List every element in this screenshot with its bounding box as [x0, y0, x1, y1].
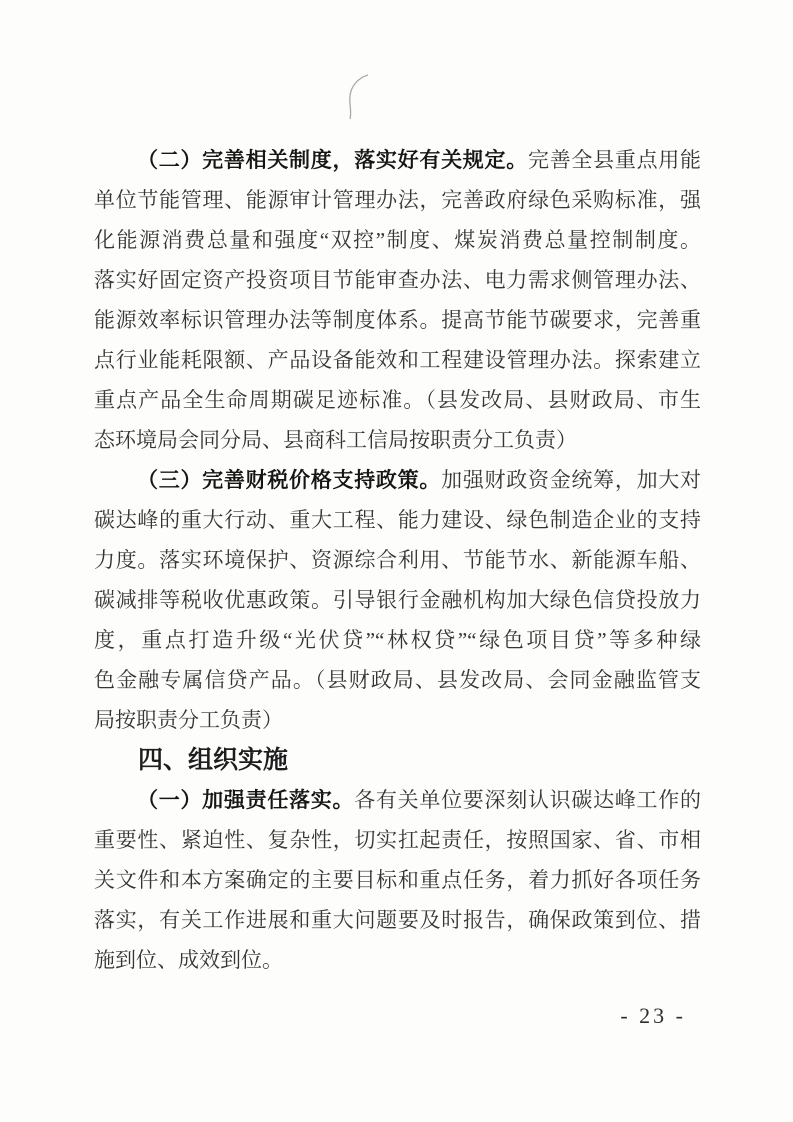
chapter-heading: 四、组织实施 — [138, 746, 289, 774]
text-line: 施到位、成效到位。 — [94, 948, 283, 972]
text-line: 态环境局会同分局、县商科工信局按职责分工负责） — [94, 428, 577, 452]
text-line: 重要性、紧迫性、复杂性，切实扛起责任，按照国家、省、市相 — [94, 828, 701, 852]
text-line: 色金融专属信贷产品。（县财政局、县发改局、会同金融监管支 — [94, 668, 701, 692]
text-line — [94, 780, 701, 820]
text-line: 碳减排等税收优惠政策。引导银行金融机构加大绿色信贷投放力 — [94, 588, 701, 612]
text-line: 化能源消费总量和强度“双控”制度、煤炭消费总量控制制度。 — [94, 228, 701, 252]
section-1-lead: （一）加强责任落实。 — [137, 788, 355, 812]
text-line — [94, 460, 701, 500]
section-1-text: 各有关单位要深刻认识碳达峰工作的 — [354, 788, 702, 812]
text-line: 点行业能耗限额、产品设备能效和工程建设管理办法。探索建立 — [94, 348, 701, 372]
section-3-text: 加强财政资金统筹，加大对 — [441, 468, 702, 492]
section-2-lead: （二）完善相关制度，落实好有关规定。 — [137, 148, 528, 172]
text-line: 能源效率标识管理办法等制度体系。提高节能节碳要求，完善重 — [94, 308, 701, 332]
text-line: 局按职责分工负责） — [94, 708, 283, 732]
document-body — [94, 140, 701, 980]
scan-artifact-mark — [344, 72, 370, 122]
text-line: 落实，有关工作进展和重大问题要及时报告，确保政策到位、措 — [94, 908, 701, 932]
text-line: 重点产品全生命周期碳足迹标准。（县发改局、县财政局、市生 — [94, 388, 701, 412]
text-line: 度，重点打造升级“光伏贷”“林权贷”“绿色项目贷”等多种绿 — [94, 628, 701, 652]
text-line: 关文件和本方案确定的主要目标和重点任务，着力抓好各项任务 — [94, 868, 701, 892]
text-line: 力度。落实环境保护、资源综合利用、节能节水、新能源车船、 — [94, 548, 701, 572]
text-line: 落实好固定资产投资项目节能审查办法、电力需求侧管理办法、 — [94, 268, 701, 292]
section-3-lead: （三）完善财税价格支持政策。 — [137, 468, 442, 492]
section-2-text: 完善全县重点用能 — [527, 148, 702, 172]
text-line — [94, 140, 701, 180]
text-line: 单位节能管理、能源审计管理办法，完善政府绿色采购标准，强 — [94, 188, 701, 212]
text-line: 碳达峰的重大行动、重大工程、能力建设、绿色制造企业的支持 — [94, 508, 701, 532]
page-number: - 23 - — [620, 1003, 686, 1028]
